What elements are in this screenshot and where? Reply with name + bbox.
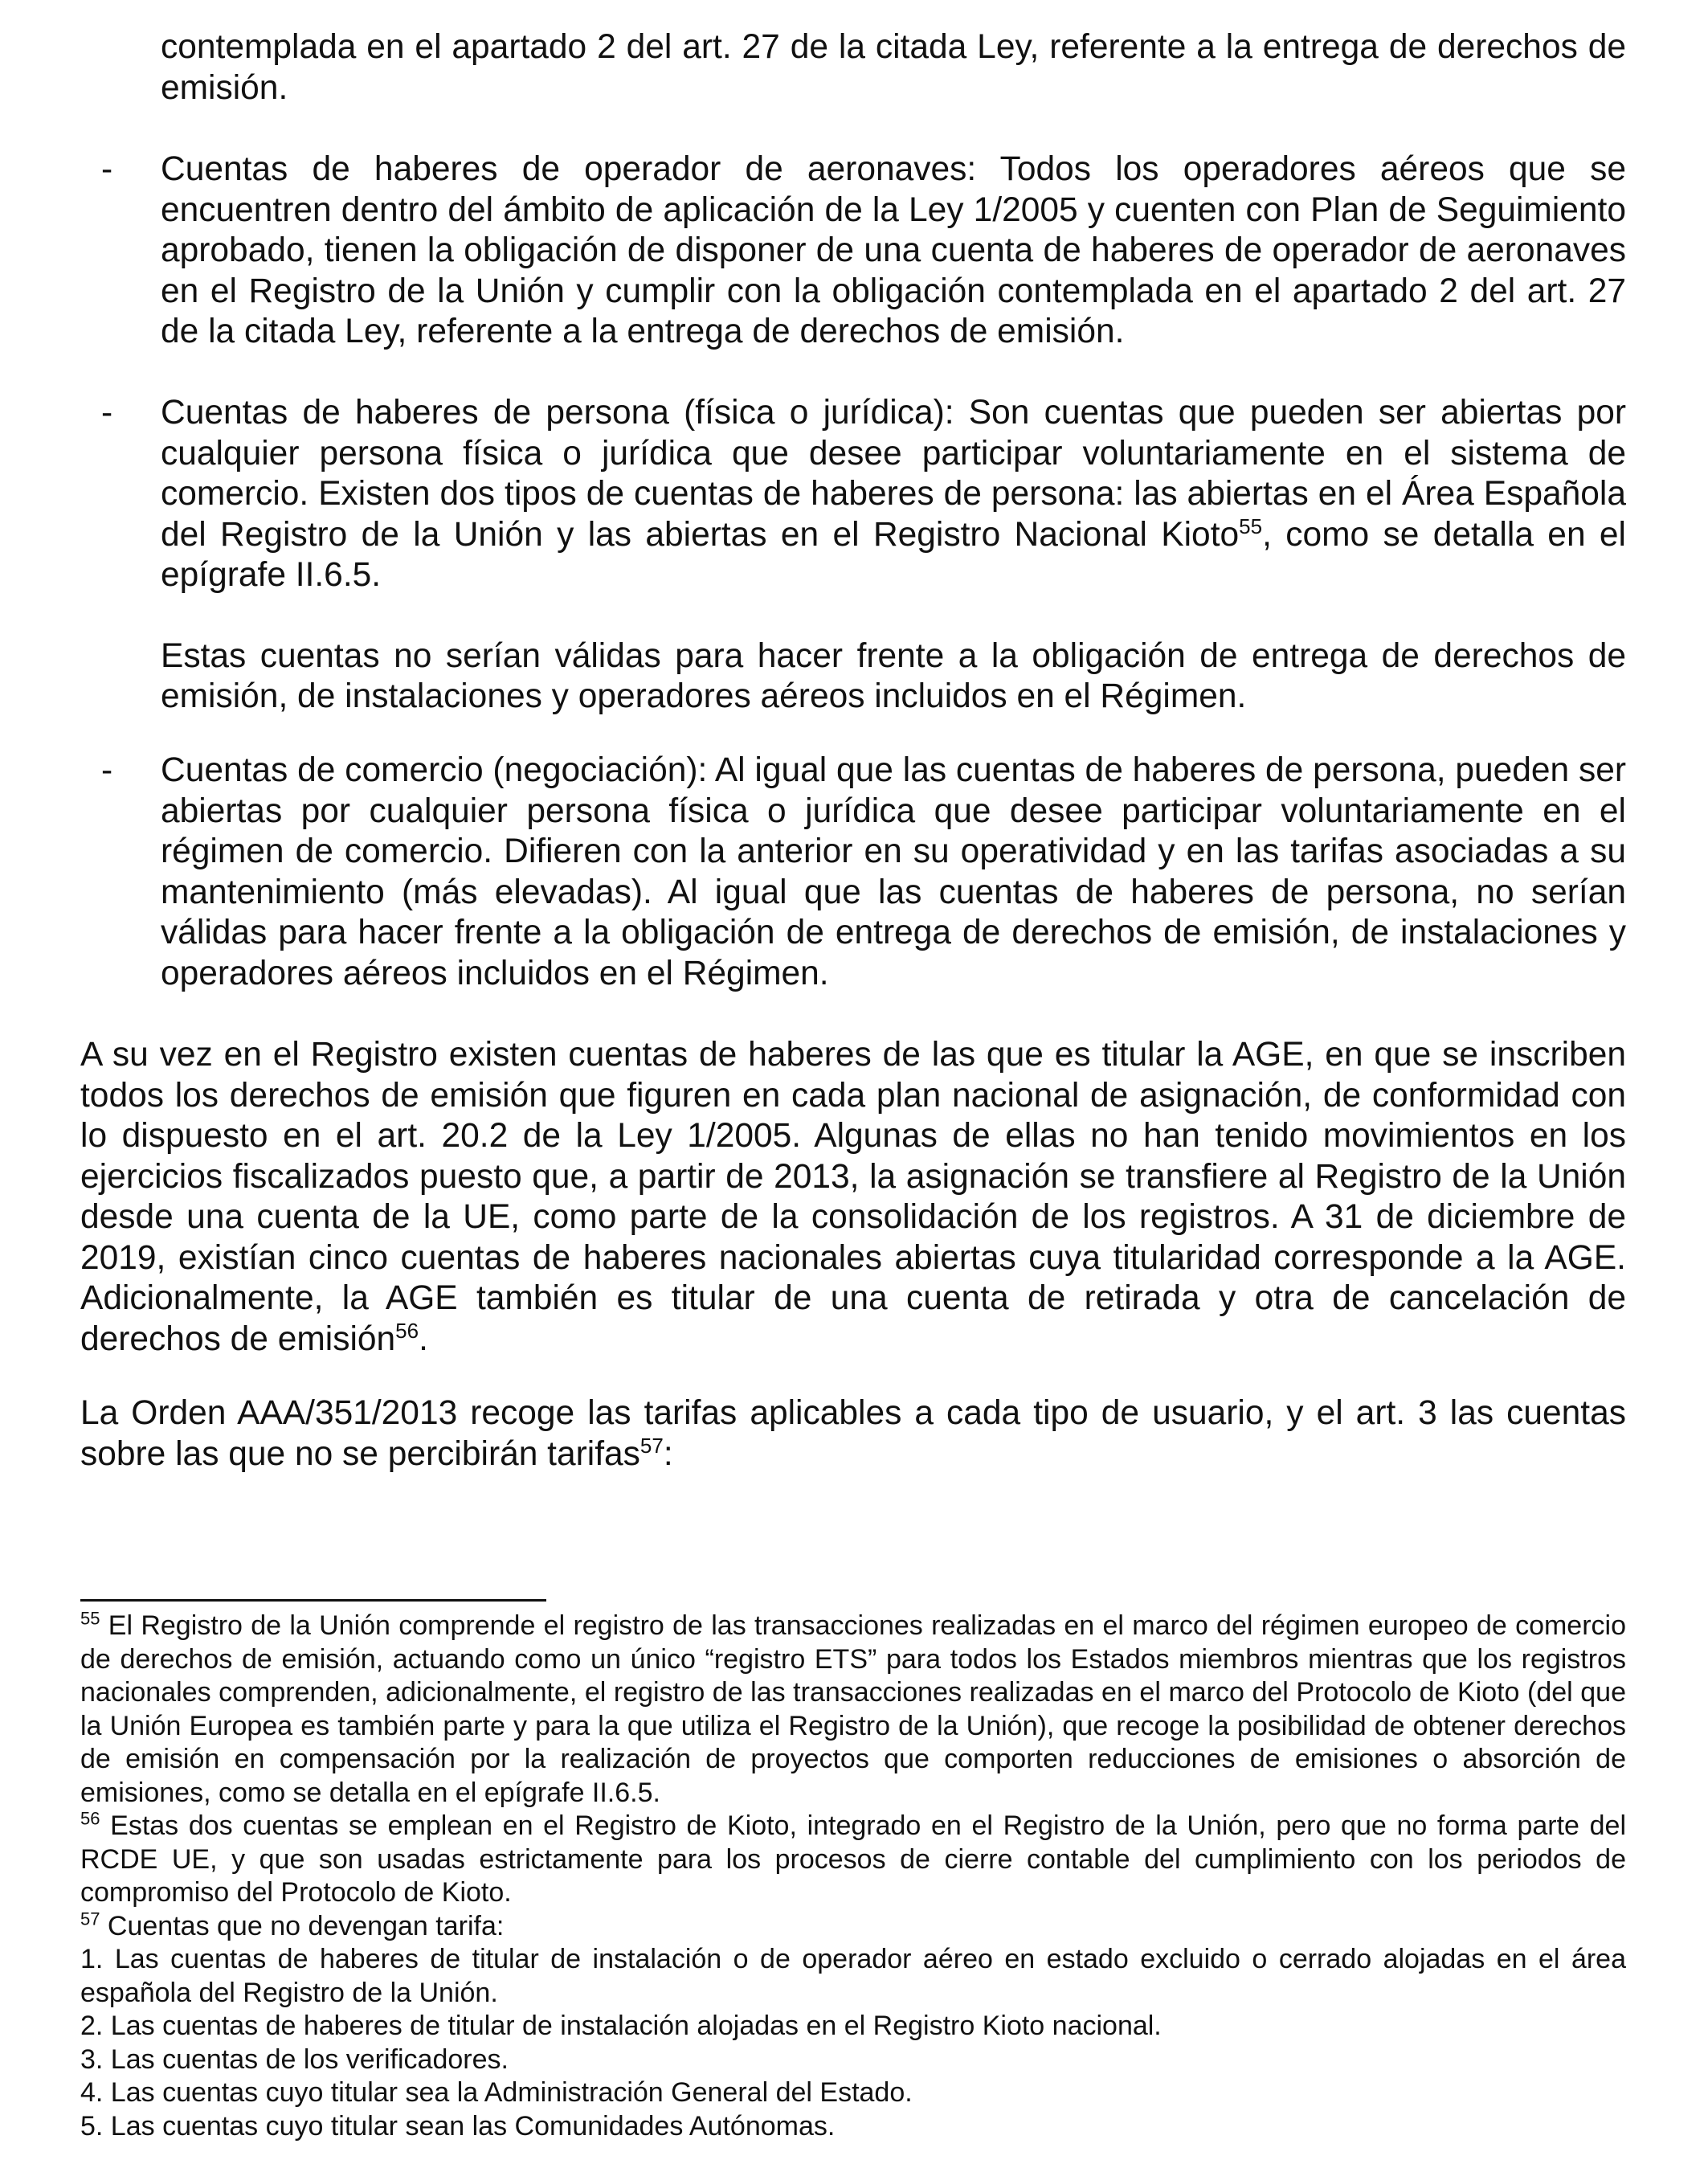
paragraph-end: :	[663, 1434, 673, 1473]
footnote-57-intro-line	[80, 1910, 1626, 1944]
bullet-dash: -	[101, 394, 113, 432]
bullet-text-after-ref: , como se detalla en el epígrafe II.6.5.	[161, 515, 1627, 594]
footnote-text: Estas dos cuentas se emplean en el Registro de Kioto, integrado en el Registro de la Unión, pero que no forma parte del RCDE UE, y que son usadas estrictamente para los procesos de cierre contable del cumplimiento con los periodos de compromiso del Protocolo de Kioto.	[80, 1810, 1626, 1908]
footnote-list-item: 1. Las cuentas de haberes de titular de instalación o de operador aéreo en estado excluido o cerrado alojadas en el área española del Registro de la Unión.	[80, 1944, 1626, 2008]
bullet-text: Cuentas de haberes de operador de aeronaves: Todos los operadores aéreos que se encuentren dentro del ámbito de aplicación de la Ley 1/2005 y cuenten con Plan de Seguimiento aprobado, tienen la obligación de disponer de una cuenta de haberes de operador de aeronaves en el Registro de la Unión y cumplir con la obligación contemplada en el apartado 2 del art. 27 de la citada Ley, referente a la entrega de derechos de emisión.	[161, 150, 1626, 350]
bullet-item-trading-account	[101, 751, 1626, 994]
bullet-text: Cuentas de comercio (negociación): Al igual que las cuentas de haberes de persona, pueden ser abiertas por cualquier persona física o jurídica que desee participar voluntariamente en el régimen de comercio. Difieren con la anterior en su operatividad y en las tarifas asociadas a su mantenimiento (más elevadas). Al igual que las cuentas de haberes de persona, no serían válidas para hacer frente a la obligación de entrega de derechos de emisión, de instalaciones y operadores aéreos incluidos en el Régimen.	[161, 751, 1626, 992]
bullet-item-aircraft-operator	[101, 149, 1626, 353]
footnote-list-item: 3. Las cuentas de los verificadores.	[80, 2043, 509, 2075]
footnote-number: 55	[80, 1608, 100, 1629]
footnote-text: El Registro de la Unión comprende el registro de las transacciones realizadas en el marco del régimen europeo de comercio de derechos de emisión, actuando como un único “registro ETS” para todos los Estados miembros mientras que los registros nacionales comprenden, adicionalmente, el registro de las transacciones realizadas en el marco del Protocolo de Kioto (del que la Unión Europea es también parte y para la que utiliza el Registro de la Unión), que recoge la posibilidad de obtener derechos de emisión en compensación por la realización de proyectos que comporten reducciones de emisiones o absorción de emisiones, como se detalla en el epígrafe II.6.5.	[80, 1610, 1626, 1808]
bullet-text	[161, 393, 1626, 596]
bullet-sub-paragraph: Estas cuentas no serían válidas para hacer frente a la obligación de entrega de derechos de emisión, de instalaciones y operadores aéreos incluidos en el Régimen.	[161, 636, 1626, 715]
footnote-list-item: 4. Las cuentas cuyo titular sea la Administración General del Estado.	[80, 2077, 913, 2108]
footnote-ref-55[interactable]: 55	[1239, 513, 1263, 538]
footnote-list-item: 5. Las cuentas cuyo titular sean las Comunidades Autónomas.	[80, 2110, 836, 2142]
bullet-dash: -	[101, 150, 113, 188]
footnote-number: 57	[80, 1908, 100, 1929]
footnote-number: 56	[80, 1808, 100, 1829]
paragraph-text: A su vez en el Registro existen cuentas de haberes de las que es titular la AGE, en que se inscriben todos los derechos de emisión que figuren en cada plan nacional de asignación, de conformidad con lo dispuesto en el art. 20.2 de la Ley 1/2005. Algunas de ellas no han tenido movimientos en los ejercicios fiscalizados puesto que, a partir de 2013, la asignación se transfiere al Registro de la Unión desde una cuenta de la UE, como parte de la consolidación de los registros. A 31 de diciembre de 2019, existían cinco cuentas de haberes nacionales abiertas cuya titularidad corresponde a la AGE. Adicionalmente, la AGE también es titular de una cuenta de retirada y otra de cancelación de derechos de emisión	[80, 1036, 1626, 1358]
footnote-55	[80, 1610, 1626, 1810]
paragraph-end: .	[419, 1319, 428, 1358]
bullet-text-before-ref: Cuentas de haberes de persona (física o jurídica): Son cuentas que pueden ser abiertas por cualquier persona física o jurídica que desee participar voluntariamente en el sistema de comercio. Existen dos tipos de cuentas de haberes de persona: las abiertas en el Área Española del Registro de la Unión y las abiertas en el Registro Nacional Kioto	[161, 394, 1626, 554]
bullet-dash: -	[101, 751, 113, 789]
footnote-list-item: 2. Las cuentas de haberes de titular de instalación alojadas en el Registro Kioto nacional.	[80, 2011, 1162, 2041]
paragraph-text: La Orden AAA/351/2013 recoge las tarifas aplicables a cada tipo de usuario, y el art. 3 las cuentas sobre las que no se percibirán tarifas	[80, 1394, 1626, 1473]
continuation-text: contemplada en el apartado 2 del art. 27 de la citada Ley, referente a la entrega de derechos de emisión.	[161, 28, 1626, 107]
footnote-text: Cuentas que no devengan tarifa:	[100, 1910, 505, 1941]
footnote-56	[80, 1810, 1626, 1910]
footnote-ref-57[interactable]: 57	[639, 1433, 664, 1458]
paragraph-tariffs	[80, 1393, 1626, 1475]
bullet-item-person-account	[101, 393, 1626, 718]
footnote-separator	[80, 1599, 546, 1602]
footnote-ref-56[interactable]: 56	[395, 1318, 419, 1343]
paragraph-age-accounts	[80, 1035, 1626, 1360]
footnote-57	[80, 1910, 1626, 2144]
footnotes	[80, 1610, 1626, 2143]
